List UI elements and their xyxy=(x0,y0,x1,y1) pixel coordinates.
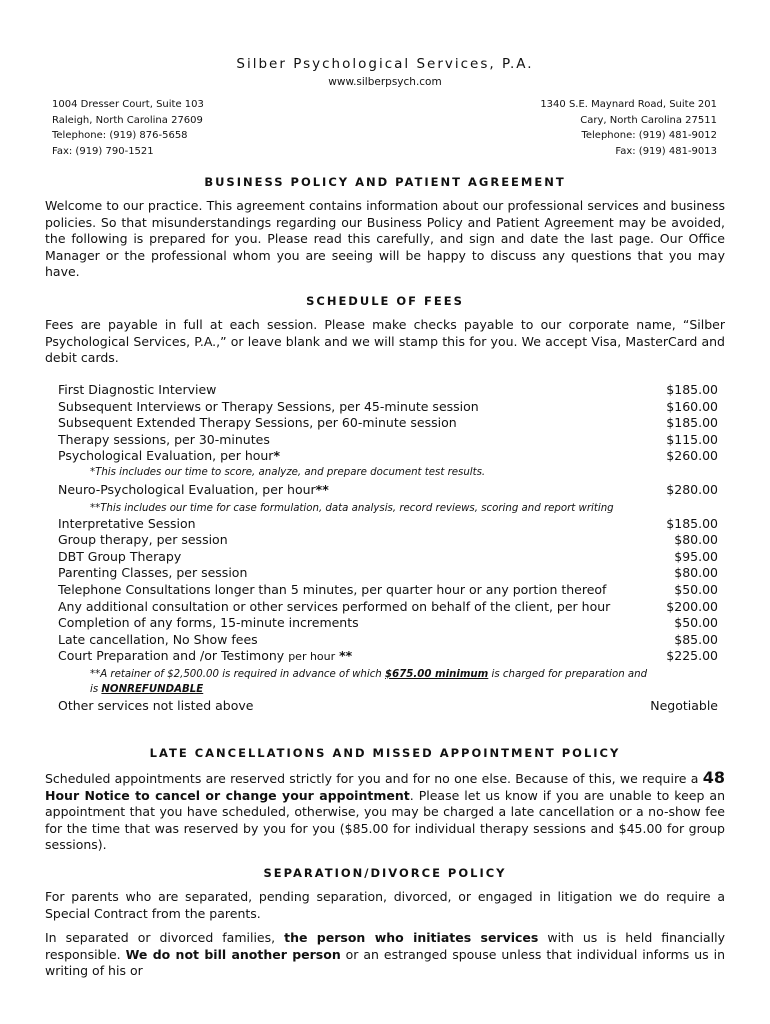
footnote-marker: ** xyxy=(315,481,329,497)
fee-footnote-neuro: **This includes our time for case formulation, data analysis, record reviews, scoring and report writing xyxy=(90,502,614,514)
divorce-policy-paragraph-1: For parents who are separated, pending separation, divorced, or engaged in litigation we do require a Special Contract from the parents. xyxy=(45,889,725,921)
practice-website[interactable]: www.silberpsych.com xyxy=(328,76,442,88)
address-line: Cary, North Carolina 27511 xyxy=(580,114,717,126)
notice-hours-emphasis: 48 xyxy=(702,768,725,787)
fee-label: Therapy sessions, per 30-minutes xyxy=(58,431,270,447)
fee-label: Any additional consultation or other services performed on behalf of the client, per hour xyxy=(58,598,611,614)
fee-label xyxy=(58,648,352,666)
fee-label: Telephone Consultations longer than 5 minutes, per quarter hour or any portion thereof xyxy=(58,581,607,597)
fees-heading: SCHEDULE OF FEES xyxy=(306,294,464,308)
fee-label: DBT Group Therapy xyxy=(58,548,182,564)
fee-row xyxy=(58,565,718,582)
fee-price: $185.00 xyxy=(666,515,718,531)
fee-price: $50.00 xyxy=(674,615,718,631)
fee-price: $115.00 xyxy=(666,431,718,447)
fees-intro-paragraph: Fees are payable in full at each session. Please make checks payable to our corporate name, “Silber Psychological Services, P.A.,” or leave blank and we will stamp this for you. We accept Visa, MasterCard and debit cards. xyxy=(45,317,725,366)
divorce-policy-heading: SEPARATION/DIVORCE POLICY xyxy=(263,866,507,880)
policy-text: with us is held financially responsible. xyxy=(45,930,725,962)
fee-row xyxy=(58,399,718,416)
footnote-marker: ** xyxy=(339,648,353,664)
telephone-line: Telephone: (919) 481-9012 xyxy=(581,130,717,141)
fee-label: Subsequent Interviews or Therapy Sessions, per 45-minute session xyxy=(58,398,479,414)
fee-footnote-psych: *This includes our time to score, analyze, and prepare document test results. xyxy=(90,466,486,478)
fee-row xyxy=(58,415,718,432)
footnote-marker: * xyxy=(273,448,280,464)
fee-price: $225.00 xyxy=(666,648,718,664)
policy-emphasis: the person who initiates services xyxy=(284,930,539,945)
fee-row xyxy=(58,615,718,632)
fee-row xyxy=(58,648,718,665)
address-line: Raleigh, North Carolina 27609 xyxy=(52,114,203,126)
policy-text: Scheduled appointments are reserved strictly for you and for no one else. Because of this, we require a xyxy=(45,771,703,786)
fee-row xyxy=(58,482,718,499)
fee-price: $280.00 xyxy=(666,481,718,497)
office-address-cary xyxy=(540,97,717,159)
fee-price: $85.00 xyxy=(674,631,718,647)
fee-label: First Diagnostic Interview xyxy=(58,382,217,397)
agreement-heading: BUSINESS POLICY AND PATIENT AGREEMENT xyxy=(204,175,566,189)
nonrefundable-label: NONREFUNDABLE xyxy=(101,683,204,695)
fee-label: Late cancellation, No Show fees xyxy=(58,631,258,647)
minimum-charge-amount: $675.00 minimum xyxy=(385,668,489,680)
fee-label-text: Neuro-Psychological Evaluation, per hour xyxy=(58,481,316,497)
fee-footnote-court xyxy=(58,667,650,697)
fee-price: $50.00 xyxy=(674,581,718,597)
policy-text: or an estranged spouse unless that individual informs us in writing of his or xyxy=(45,946,725,979)
fee-label: Interpretative Session xyxy=(58,515,196,531)
fee-row xyxy=(58,632,718,649)
footnote-text: **A retainer of $2,500.00 is required in advance of which xyxy=(90,668,386,680)
fee-label: Group therapy, per session xyxy=(58,532,228,548)
fee-price: $80.00 xyxy=(674,532,718,548)
address-line: 1340 S.E. Maynard Road, Suite 201 xyxy=(540,99,717,110)
telephone-line: Telephone: (919) 876-5658 xyxy=(52,130,188,141)
practice-title: Silber Psychological Services, P.A. xyxy=(236,56,534,72)
notice-emphasis: Hour Notice to cancel or change your appointment xyxy=(45,787,410,803)
fee-row xyxy=(58,582,718,599)
fee-label: Parenting Classes, per session xyxy=(58,565,248,581)
policy-text: In separated or divorced families, xyxy=(45,930,285,945)
fee-row xyxy=(58,448,718,465)
fee-row xyxy=(58,698,718,715)
fee-label xyxy=(58,482,329,499)
fee-label-unit: per hour xyxy=(288,650,336,664)
agreement-paragraph: Welcome to our practice. This agreement contains information about our professional services and business policies. So that misunderstandings regarding our Business Policy and Patient Agreement may be avoided, the following is prepared for you. Please read this carefully, and sign and date the last page. Our Office Manager or the professional whom you are seeing will be happy to discuss any questions that you may have. xyxy=(45,198,725,280)
fee-row xyxy=(58,432,718,449)
fee-row xyxy=(58,599,718,616)
divorce-policy-paragraph-2 xyxy=(45,930,725,980)
fee-row xyxy=(58,532,718,549)
fee-schedule-list xyxy=(58,382,718,715)
fee-label: Completion of any forms, 15-minute increments xyxy=(58,615,359,631)
fee-price: $260.00 xyxy=(666,448,718,464)
fee-label-text: Psychological Evaluation, per hour xyxy=(58,448,274,464)
address-line: 1004 Dresser Court, Suite 103 xyxy=(52,99,204,110)
fee-label: Other services not listed above xyxy=(58,697,254,713)
footnote-text: is charged for preparation and is xyxy=(90,668,648,695)
fee-row xyxy=(58,382,718,399)
fee-row xyxy=(58,549,718,566)
fee-label-text: Court Preparation and /or Testimony xyxy=(58,648,285,664)
fee-price: $80.00 xyxy=(674,565,718,581)
fee-price: $185.00 xyxy=(666,415,718,431)
fee-price: $95.00 xyxy=(674,548,718,564)
fee-price: Negotiable xyxy=(650,697,718,713)
fee-price: $200.00 xyxy=(666,598,718,614)
office-address-raleigh xyxy=(52,97,204,159)
fee-price: $185.00 xyxy=(666,382,718,397)
fee-label xyxy=(58,448,280,465)
policy-text: . Please let us know if you are unable to keep an appointment that you have scheduled, otherwise, you may be charged a late cancellation or a no-show fee for the time that was reserved by you for you ($85.00 for individual therapy sessions and $45.00 for group sessions). xyxy=(45,787,725,853)
fee-price: $160.00 xyxy=(666,398,718,414)
fax-line: Fax: (919) 790-1521 xyxy=(52,145,154,157)
policy-emphasis: We do not bill another person xyxy=(125,946,341,962)
late-policy-paragraph xyxy=(45,770,725,854)
fee-label: Subsequent Extended Therapy Sessions, per 60-minute session xyxy=(58,415,457,431)
fee-row xyxy=(58,516,718,533)
late-policy-heading: LATE CANCELLATIONS AND MISSED APPOINTMENT POLICY xyxy=(149,746,621,760)
fax-line: Fax: (919) 481-9013 xyxy=(615,145,717,157)
